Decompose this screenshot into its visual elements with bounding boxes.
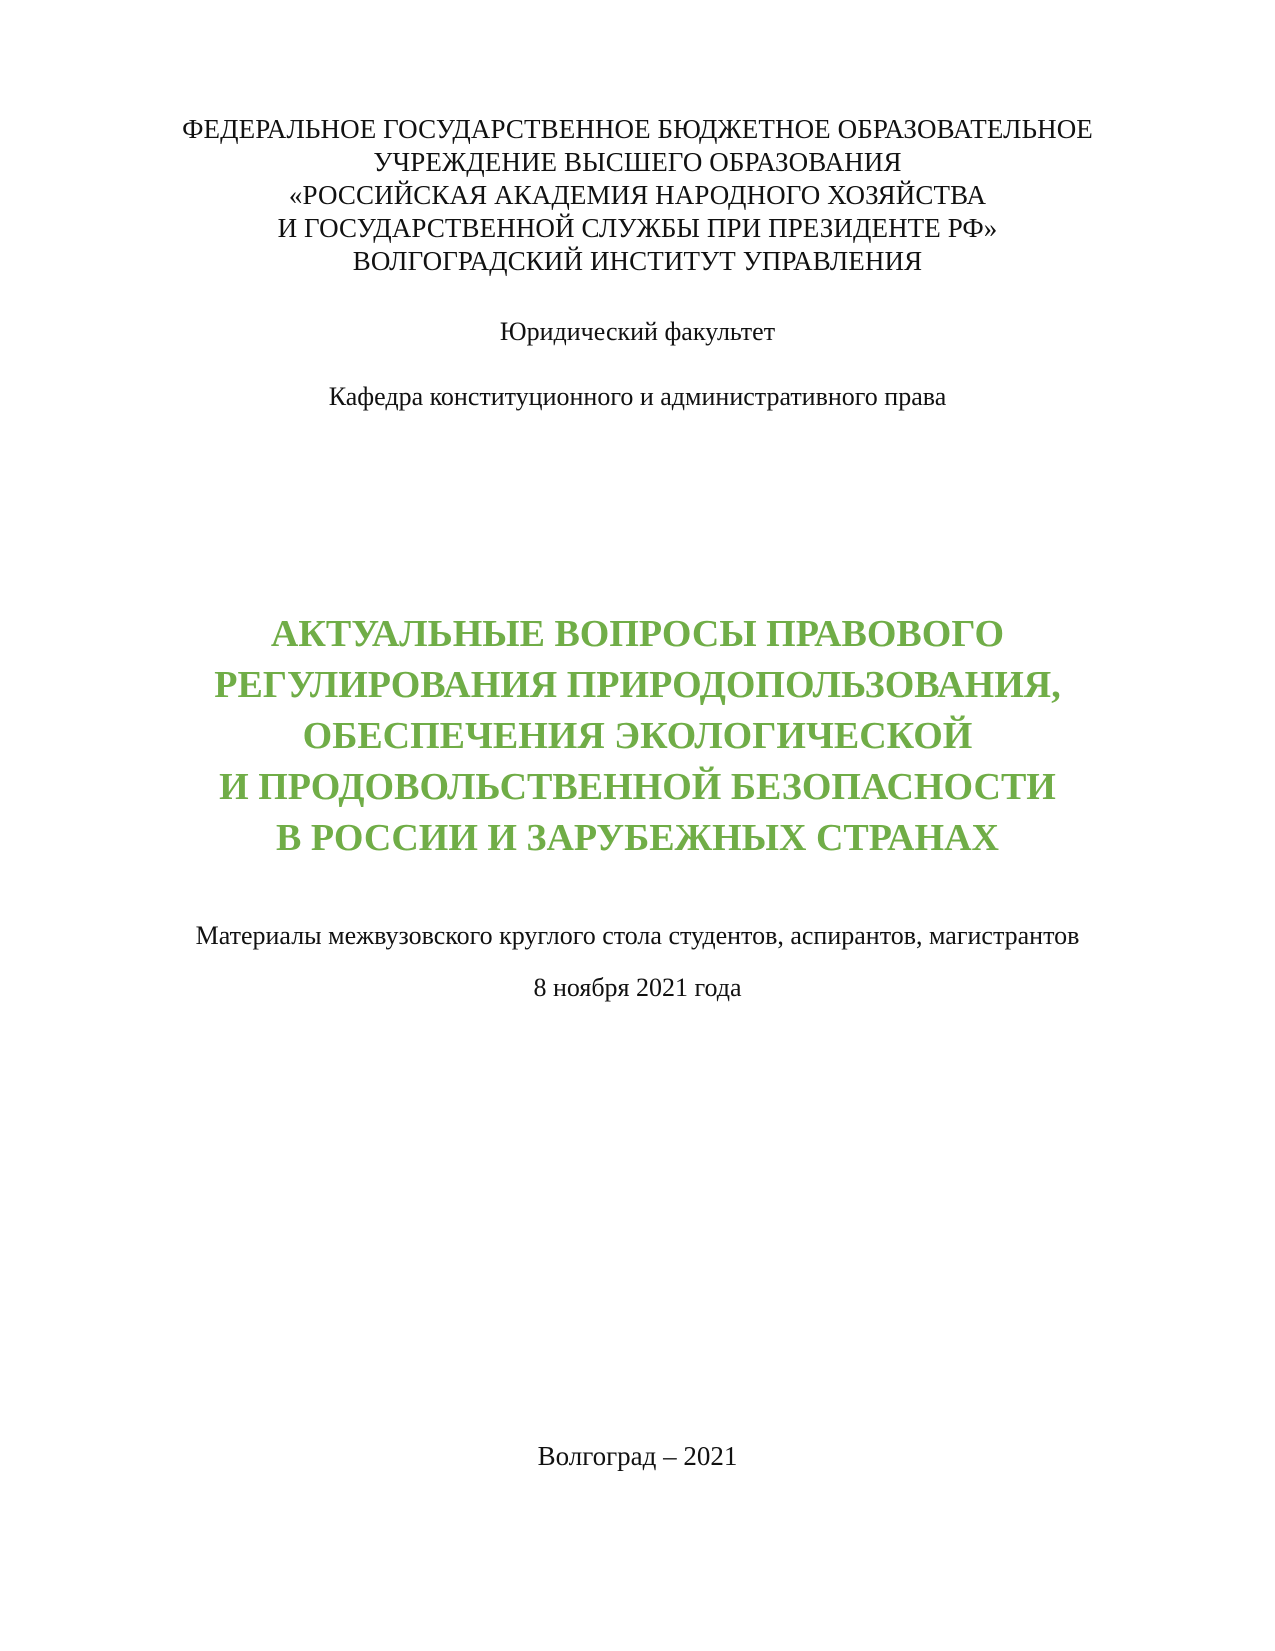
- department-name: Кафедра конституционного и административного права: [328, 382, 947, 411]
- institution-line: И ГОСУДАРСТВЕННОЙ СЛУЖБЫ ПРИ ПРЕЗИДЕНТЕ РФ»: [277, 213, 998, 243]
- faculty-name: Юридический факультет: [499, 317, 776, 346]
- document-title: [0, 609, 1275, 864]
- institution-line: ФЕДЕРАЛЬНОЕ ГОСУДАРСТВЕННОЕ БЮДЖЕТНОЕ ОБРАЗОВАТЕЛЬНОЕ: [182, 114, 1093, 144]
- institution-header: [0, 113, 1275, 278]
- city-year: Волгоград – 2021: [537, 1441, 738, 1471]
- event-date: 8 ноября 2021 года: [533, 973, 742, 1002]
- title-line: И ПРОДОВОЛЬСТВЕННОЙ БЕЗОПАСНОСТИ: [219, 766, 1056, 808]
- title-line: ОБЕСПЕЧЕНИЯ ЭКОЛОГИЧЕСКОЙ: [302, 715, 973, 757]
- title-line: В РОССИИ И ЗАРУБЕЖНЫХ СТРАНАХ: [276, 817, 999, 859]
- institution-line: УЧРЕЖДЕНИЕ ВЫСШЕГО ОБРАЗОВАНИЯ: [373, 147, 902, 177]
- title-line: РЕГУЛИРОВАНИЯ ПРИРОДОПОЛЬЗОВАНИЯ,: [214, 664, 1061, 706]
- materials-subtitle: Материалы межвузовского круглого стола студентов, аспирантов, магистрантов: [195, 921, 1080, 950]
- title-line: АКТУАЛЬНЫЕ ВОПРОСЫ ПРАВОВОГО: [270, 613, 1005, 655]
- institution-line: ВОЛГОГРАДСКИЙ ИНСТИТУТ УПРАВЛЕНИЯ: [352, 246, 923, 276]
- institution-line: «РОССИЙСКАЯ АКАДЕМИЯ НАРОДНОГО ХОЗЯЙСТВА: [288, 180, 987, 210]
